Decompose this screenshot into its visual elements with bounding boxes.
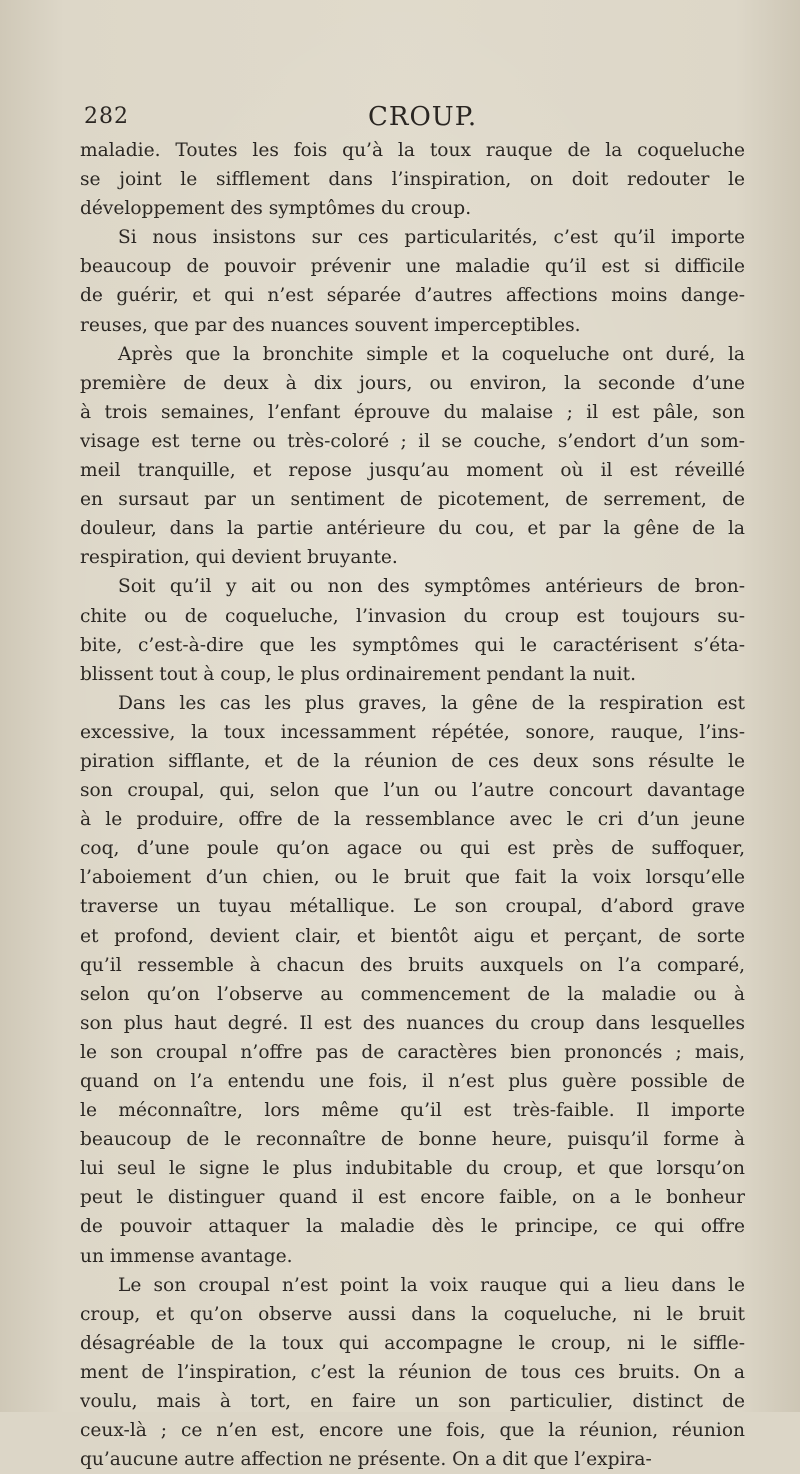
text-line: Le son croupal n’est point la voix rauque qui a lieu dans le xyxy=(118,1274,745,1296)
text-line: à trois semaines, l’enfant éprouve du malaise ; il est pâle, son xyxy=(80,401,745,423)
text-line: désagréable de la toux qui accompagne le croup, ni le siffle- xyxy=(80,1332,745,1354)
text-line: un immense avantage. xyxy=(80,1245,293,1267)
text-line: respiration, qui devient bruyante. xyxy=(80,547,398,569)
text-line: piration sifflante, et de la réunion de ces deux sons résulte le xyxy=(80,750,745,772)
text-line: voulu, mais à tort, en faire un son particulier, distinct de xyxy=(80,1391,745,1413)
text-line: blissent tout à coup, le plus ordinairement pendant la nuit. xyxy=(80,663,636,685)
text-line: Dans les cas les plus graves, la gêne de la respiration est xyxy=(118,692,745,714)
text-line: le méconnaître, lors même qu’il est très-faible. Il importe xyxy=(80,1100,745,1122)
text-line: visage est terne ou très-coloré ; il se couche, s’endort d’un som- xyxy=(80,430,745,452)
text-line: peut le distinguer quand il est encore faible, on a le bonheur xyxy=(80,1187,745,1209)
text-line: coq, d’une poule qu’on agace ou qui est près de suffoquer, xyxy=(80,838,745,860)
text-line: croup, et qu’on observe aussi dans la coqueluche, ni le bruit xyxy=(80,1303,745,1325)
text-line: selon qu’on l’observe au commencement de la maladie ou à xyxy=(80,983,745,1005)
text-line: première de deux à dix jours, ou environ, la seconde d’une xyxy=(80,372,745,394)
page-number: 282 xyxy=(84,104,129,129)
text-line: Soit qu’il y ait ou non des symptômes antérieurs de bron- xyxy=(118,576,745,598)
body-text xyxy=(80,136,745,1474)
running-title: CROUP. xyxy=(368,102,478,132)
text-line: son plus haut degré. Il est des nuances du croup dans lesquelles xyxy=(80,1012,745,1034)
text-line: l’aboiement d’un chien, ou le bruit que fait la voix lorsqu’elle xyxy=(80,867,745,889)
text-line: chite ou de coqueluche, l’invasion du croup est toujours su- xyxy=(80,605,745,627)
text-line: ceux-là ; ce n’en est, encore une fois, que la réunion, réunion xyxy=(80,1420,745,1442)
text-line: en sursaut par un sentiment de picotement, de serrement, de xyxy=(80,489,745,511)
paragraph xyxy=(80,689,745,1271)
text-line: ment de l’inspiration, c’est la réunion de tous ces bruits. On a xyxy=(80,1361,745,1383)
text-line: beaucoup de pouvoir prévenir une maladie qu’il est si difficile xyxy=(80,256,745,278)
text-line: lui seul le signe le plus indubitable du croup, et que lorsqu’on xyxy=(80,1158,745,1180)
text-line: beaucoup de le reconnaître de bonne heure, puisqu’il forme à xyxy=(80,1129,745,1151)
text-line: bite, c’est-à-dire que les symptômes qui le caractérisent s’éta- xyxy=(80,634,745,656)
text-line: excessive, la toux incessamment répétée, sonore, rauque, l’ins- xyxy=(80,721,745,743)
text-line: Après que la bronchite simple et la coqueluche ont duré, la xyxy=(118,343,745,365)
text-line: reuses, que par des nuances souvent imperceptibles. xyxy=(80,314,581,336)
page-header xyxy=(78,104,728,138)
text-line: le son croupal n’offre pas de caractères bien prononcés ; mais, xyxy=(80,1041,745,1063)
text-line: son croupal, qui, selon que l’un ou l’autre concourt davantage xyxy=(80,780,745,802)
paragraph xyxy=(80,1271,745,1474)
paragraph xyxy=(80,136,745,223)
paragraph xyxy=(80,223,745,339)
text-line: se joint le sifflement dans l’inspiration, on doit redouter le xyxy=(80,169,745,191)
text-line: quand on l’a entendu une fois, il n’est plus guère possible de xyxy=(80,1071,745,1092)
text-line: de guérir, et qui n’est séparée d’autres affections moins dange- xyxy=(80,285,745,307)
text-line: à le produire, offre de la ressemblance avec le cri d’un jeune xyxy=(80,809,745,831)
text-line: qu’il ressemble à chacun des bruits auxquels on l’a comparé, xyxy=(80,954,745,976)
text-line: meil tranquille, et repose jusqu’au moment où il est réveillé xyxy=(80,460,745,482)
paragraph xyxy=(80,572,745,688)
text-line: maladie. Toutes les fois qu’à la toux rauque de la coqueluche xyxy=(80,140,745,161)
text-line: et profond, devient clair, et bientôt aigu et perçant, de sorte xyxy=(80,925,745,947)
text-line: de pouvoir attaquer la maladie dès le principe, ce qui offre xyxy=(80,1216,745,1238)
text-line: qu’aucune autre affection ne présente. On a dit que l’expira- xyxy=(80,1449,652,1471)
text-line: Si nous insistons sur ces particularités, c’est qu’il importe xyxy=(118,227,745,249)
paragraph xyxy=(80,340,745,573)
text-line: développement des symptômes du croup. xyxy=(80,198,472,220)
text-line: douleur, dans la partie antérieure du cou, et par la gêne de la xyxy=(80,518,745,540)
text-line: traverse un tuyau métallique. Le son croupal, d’abord grave xyxy=(80,896,745,918)
